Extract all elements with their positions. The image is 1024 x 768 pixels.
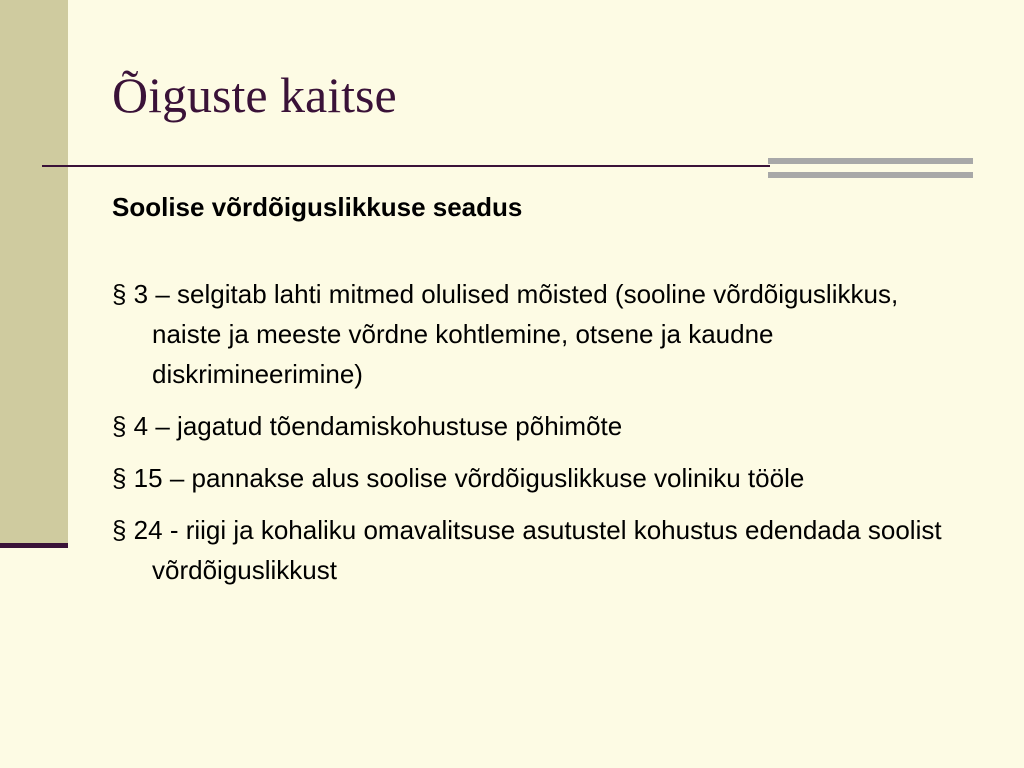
title-divider [42,165,770,167]
slide-title: Õiguste kaitse [112,67,397,123]
accent-bar-top [768,158,973,164]
slide-subtitle: Soolise võrdõiguslikkuse seadus [112,192,523,222]
slide-content [112,188,972,602]
accent-bar-bottom [768,172,973,178]
side-band-decoration [0,0,68,543]
side-band-end-line [0,543,68,548]
list-item-paragraph-15: § 15 – pannakse alus soolise võrdõiguslikkuse voliniku tööle [112,463,805,493]
list-item-paragraph-24: § 24 - riigi ja kohaliku omavalitsuse asutustel kohustus edendada soolist võrdõiguslikkust [112,515,942,585]
list-item-paragraph-3: § 3 – selgitab lahti mitmed olulised mõisted (sooline võrdõiguslikkus, naiste ja meeste võrdne kohtlemine, otsene ja kaudne diskrimineerimine) [112,279,899,389]
list-item-paragraph-4: § 4 – jagatud tõendamiskohustuse põhimõte [112,411,623,441]
